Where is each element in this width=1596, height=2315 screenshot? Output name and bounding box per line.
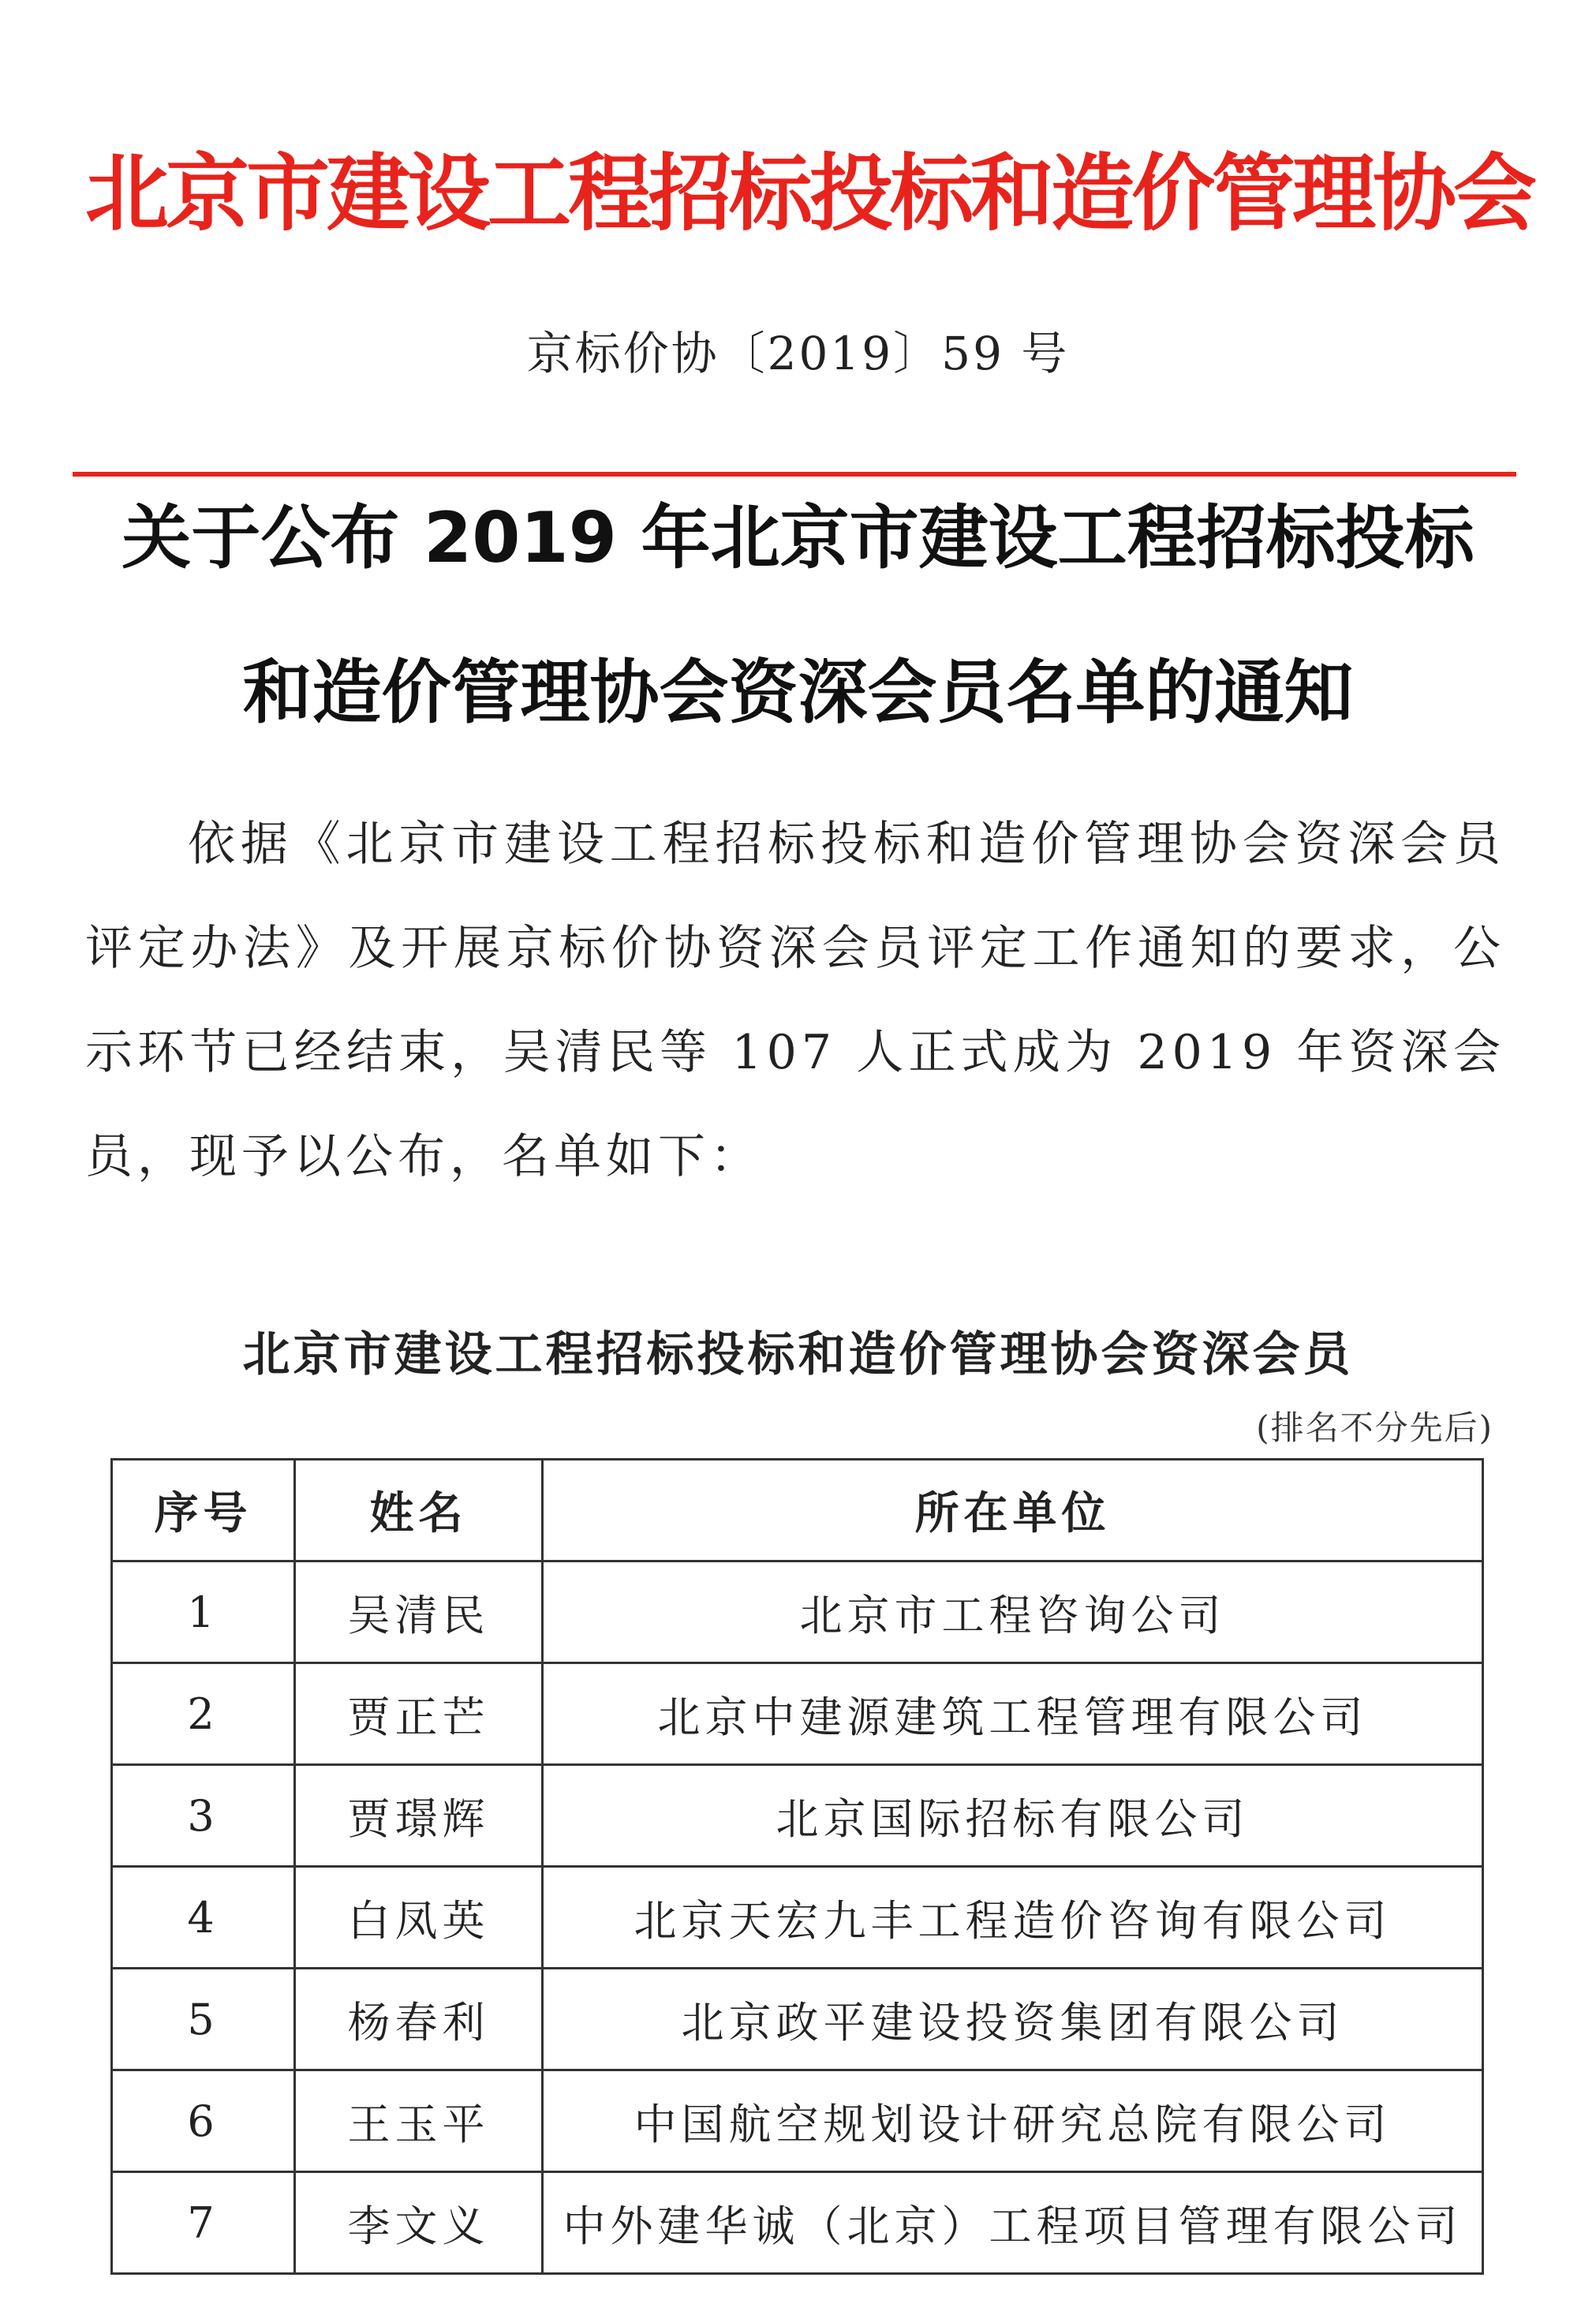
table-row xyxy=(112,1969,1483,2070)
cell-seq: 5 xyxy=(112,1969,295,2070)
cell-seq: 7 xyxy=(112,2172,295,2274)
header-unit: 所在单位 xyxy=(543,1460,1483,1561)
cell-seq: 1 xyxy=(112,1561,295,1663)
red-divider xyxy=(73,472,1516,477)
cell-name: 贾正芒 xyxy=(295,1663,543,1765)
notice-body: 依据《北京市建设工程招标投标和造价管理协会资深会员评定办法》及开展京标价协资深会员评定工作通知的要求，公示环节已经结束，吴清民等 107 人正式成为 2019 年资深会员，现予以公布，名单如下： xyxy=(85,817,1505,1184)
header-name: 姓名 xyxy=(295,1460,543,1561)
table-row xyxy=(112,1663,1483,1765)
table-note: (排名不分先后) xyxy=(1256,1408,1493,1447)
members-table xyxy=(110,1458,1484,2275)
cell-name: 杨春利 xyxy=(295,1969,543,2070)
cell-unit: 中外建华诚（北京）工程项目管理有限公司 xyxy=(543,2172,1483,2274)
table-row xyxy=(112,2172,1483,2274)
notice-title-line-2: 和造价管理协会资深会员名单的通知 xyxy=(242,652,1354,733)
cell-name: 李文义 xyxy=(295,2172,543,2274)
table-row xyxy=(112,2070,1483,2172)
cell-seq: 2 xyxy=(112,1663,295,1765)
cell-unit: 北京政平建设投资集团有限公司 xyxy=(543,1969,1483,2070)
table-header-row xyxy=(112,1460,1483,1561)
cell-name: 王玉平 xyxy=(295,2070,543,2172)
cell-unit: 北京市工程咨询公司 xyxy=(543,1561,1483,1663)
cell-unit: 北京国际招标有限公司 xyxy=(543,1765,1483,1867)
organization-title: 北京市建设工程招标投标和造价管理协会 xyxy=(85,144,1534,242)
cell-seq: 3 xyxy=(112,1765,295,1867)
table-row xyxy=(112,1765,1483,1867)
cell-name: 吴清民 xyxy=(295,1561,543,1663)
document-number: 京标价协〔2019〕59 号 xyxy=(526,327,1070,380)
cell-name: 白凤英 xyxy=(295,1867,543,1969)
cell-seq: 4 xyxy=(112,1867,295,1969)
cell-name: 贾璟辉 xyxy=(295,1765,543,1867)
table-row xyxy=(112,1867,1483,1969)
cell-unit: 中国航空规划设计研究总院有限公司 xyxy=(543,2070,1483,2172)
table-row xyxy=(112,1561,1483,1663)
cell-unit: 北京中建源建筑工程管理有限公司 xyxy=(543,1663,1483,1765)
cell-seq: 6 xyxy=(112,2070,295,2172)
notice-title-line-1: 关于公布 2019 年北京市建设工程招标投标 xyxy=(121,497,1475,578)
header-seq: 序号 xyxy=(112,1460,295,1561)
table-title: 北京市建设工程招标投标和造价管理协会资深会员 xyxy=(242,1327,1354,1382)
cell-unit: 北京天宏九丰工程造价咨询有限公司 xyxy=(543,1867,1483,1969)
